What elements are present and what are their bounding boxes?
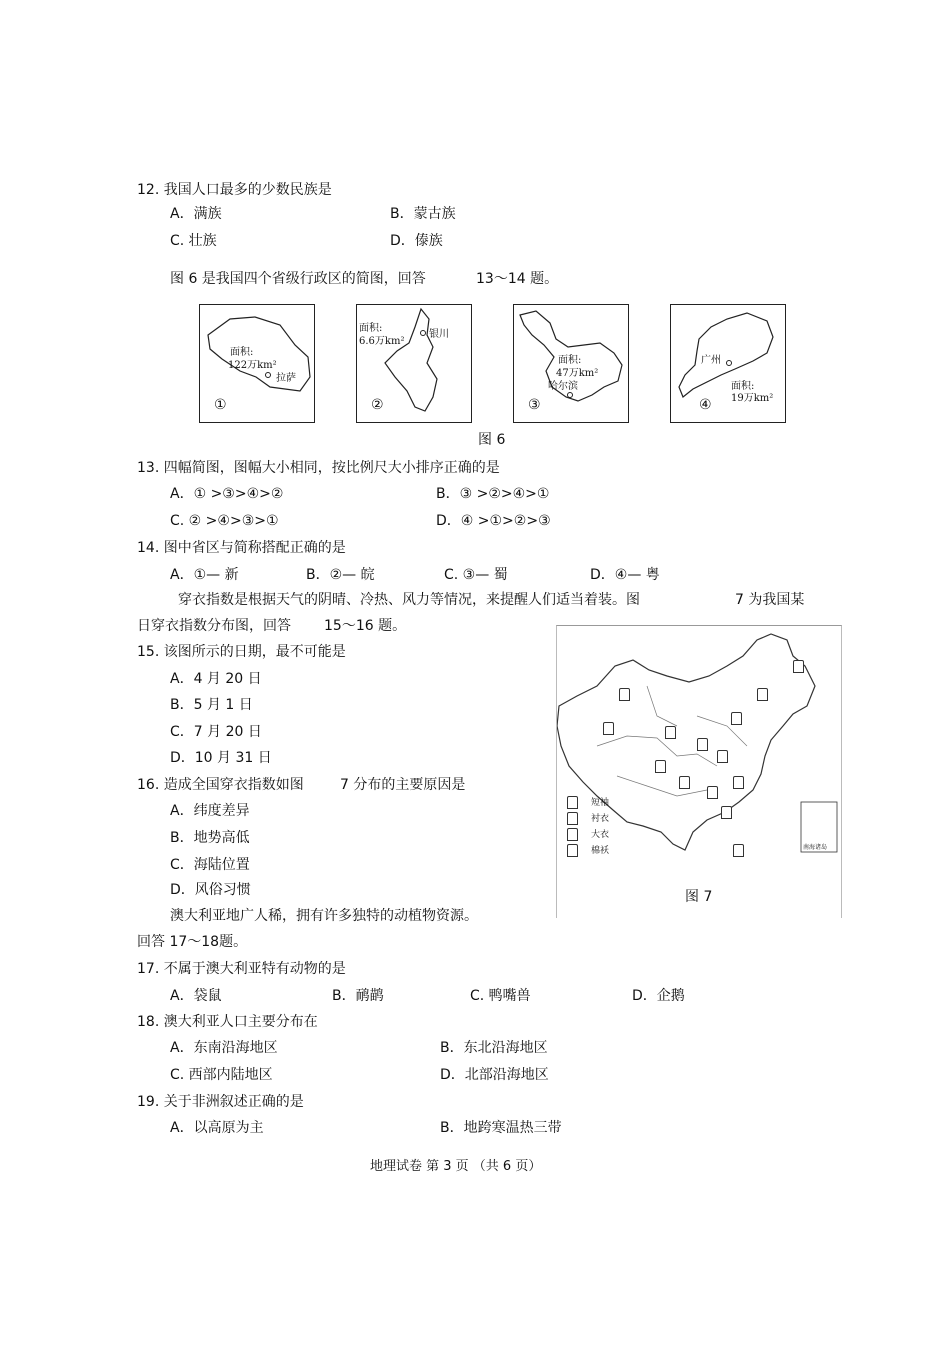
q17-option-d: D．企鹅 [632,988,685,1004]
q12-option-a: A．满族 [170,206,222,222]
padded-coat-icon [793,660,804,673]
south-china-sea-inset-label: 南海诸岛 [803,844,828,851]
map-tibet [199,304,315,423]
map3-number: ③ [528,397,541,413]
guangdong-outline [671,305,785,422]
q15-option-c: C．7 月 20 日 [170,724,262,740]
shirt-icon [655,760,666,773]
q19-option-a: A．以高原为主 [170,1120,264,1136]
q17-option-b: B．鸸鹋 [332,988,384,1004]
map-heilongjiang [513,304,629,423]
fig6-intro-range: 13～14 题。 [476,271,559,287]
q13-option-d: D．④ >①>②>③ [436,513,551,529]
q15-option-a: A．4 月 20 日 [170,671,262,687]
map-guangdong [670,304,786,423]
short-sleeve-icon [707,786,718,799]
map1-number: ① [214,397,227,413]
legend-label: 衬衣 [591,814,610,824]
legend-label: 大衣 [591,830,610,840]
shirt-icon [697,738,708,751]
legend-label: 棉袄 [591,846,610,856]
q12-option-c: C. 壮族 [170,233,217,249]
legend-label: 短袖 [591,798,610,808]
q12-option-d: D．傣族 [390,233,443,249]
q18-option-a: A．东南沿海地区 [170,1040,278,1056]
q16-option-d: D．风俗习惯 [170,882,251,898]
map2-city: 银川 [429,329,449,340]
q14-option-a: A．①— 新 [170,567,239,583]
short-sleeve-icon [733,844,744,857]
map3-area-label: 面积: [558,355,582,366]
q17-intro-line1: 澳大利亚地广人稀，拥有许多独特的动植物资源。 [170,908,478,924]
map1-area-value: 122万km² [228,360,277,371]
q16-stem: 16. 造成全国穿衣指数如图 [137,777,304,793]
q13-option-c: C. ② >④>③>① [170,513,279,529]
q14-option-d: D．④— 粤 [590,567,660,583]
q17-stem: 17. 不属于澳大利亚特有动物的是 [137,961,346,977]
map2-area-value: 6.6万km² [359,336,405,347]
q15-stem: 15. 该图所示的日期，最不可能是 [137,644,346,660]
fig7-intro-line1: 穿衣指数是根据天气的阴晴、冷热、风力等情况，来提醒人们适当着装。图 [178,592,640,608]
q13-stem: 13. 四幅简图，图幅大小相同，按比例尺大小排序正确的是 [137,460,500,476]
padded-coat-icon [619,688,630,701]
q13-option-b: B．③ >②>④>① [436,486,550,502]
coat-icon [757,688,768,701]
q18-stem: 18. 澳大利亚人口主要分布在 [137,1014,318,1030]
q17-intro-line2: 回答 17～18题。 [137,934,248,950]
map4-area-value: 19万km² [731,393,774,404]
fig7-map-figure [556,625,842,918]
q18-option-b: B．东北沿海地区 [440,1040,548,1056]
q19-stem: 19. 关于非洲叙述正确的是 [137,1094,304,1110]
q15-option-d: D．10 月 31 日 [170,750,272,766]
map4-number: ④ [699,397,712,413]
q17-option-a: A．袋鼠 [170,988,222,1004]
short-sleeve-icon [721,806,732,819]
map4-city: 广州 [701,355,721,366]
fig6-caption: 图 6 [478,432,506,448]
legend-coat-icon [567,828,578,841]
q18-option-d: D．北部沿海地区 [440,1067,549,1083]
fig6-intro: 图 6 是我国四个省级行政区的简图，回答 [170,271,426,287]
q14-stem: 14. 图中省区与简称搭配正确的是 [137,540,346,556]
legend-short-sleeve-icon [567,796,578,809]
q14-option-c: C. ③— 蜀 [444,567,508,583]
fig7-intro-fig: 7 为我国某 [735,592,805,608]
q18-option-c: C. 西部内陆地区 [170,1067,273,1083]
q17-option-c: C. 鸭嘴兽 [470,988,531,1004]
q12-option-b: B．蒙古族 [390,206,456,222]
map2-area-label: 面积: [359,323,383,334]
q12-stem: 12. 我国人口最多的少数民族是 [137,182,332,198]
map3-area-value: 47万km² [556,368,599,379]
map2-number: ② [371,397,384,413]
q16-option-b: B．地势高低 [170,830,250,846]
q19-option-b: B．地跨寒温热三带 [440,1120,562,1136]
legend-shirt-icon [567,812,578,825]
map-ningxia [356,304,472,423]
coat-icon [731,712,742,725]
shirt-icon [717,750,728,763]
map1-city: 拉萨 [276,373,296,384]
q16-option-c: C．海陆位置 [170,857,250,873]
coat-icon [603,722,614,735]
short-sleeve-icon [679,776,690,789]
q14-option-b: B．②— 皖 [306,567,375,583]
map3-city: 哈尔滨 [548,381,578,392]
q13-option-a: A．① >③>④>② [170,486,284,502]
q16-stem-fig: 7 分布的主要原因是 [340,777,466,793]
map1-area-label: 面积: [230,347,254,358]
page-footer: 地理试卷 第 3 页 （共 6 页） [370,1159,542,1174]
q16-option-a: A．纬度差异 [170,803,250,819]
map4-area-label: 面积: [731,381,755,392]
short-sleeve-icon [733,776,744,789]
fig7-intro-line2: 日穿衣指数分布图，回答 [137,618,291,634]
fig7-caption: 图 7 [685,889,713,905]
fig7-intro-range: 15～16 题。 [324,618,407,634]
legend-padded-coat-icon [567,844,578,857]
shirt-icon [665,726,676,739]
q15-option-b: B．5 月 1 日 [170,697,253,713]
